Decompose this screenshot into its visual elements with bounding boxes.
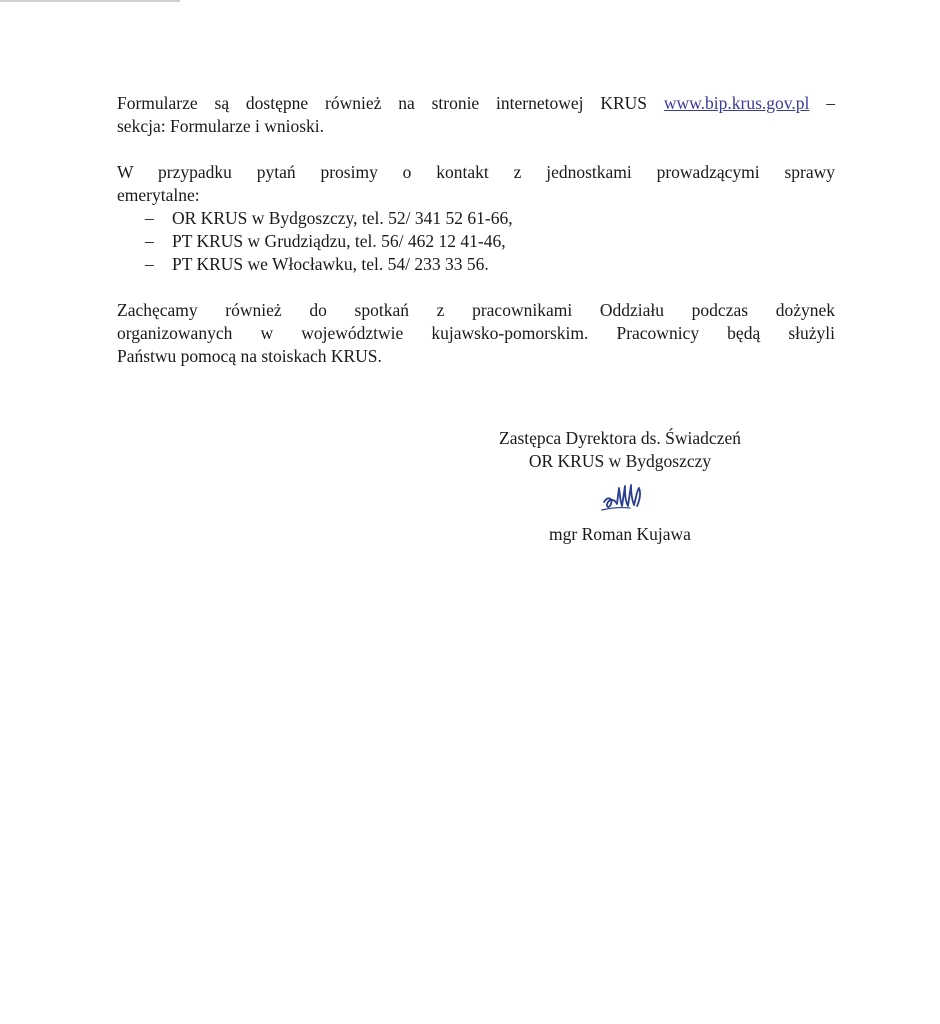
- forms-dash: –: [809, 93, 836, 113]
- contact-list: [117, 207, 835, 276]
- contact-item-text: OR KRUS w Bydgoszczy, tel. 52/ 341 52 61-66,: [172, 208, 513, 228]
- signatory-title: [440, 427, 800, 473]
- contact-item-text: PT KRUS w Grudziądzu, tel. 56/ 462 12 41-46,: [172, 231, 506, 251]
- list-item: [117, 230, 835, 253]
- list-item: [117, 207, 835, 230]
- list-dash: –: [145, 208, 154, 228]
- contact-paragraph: [117, 161, 835, 207]
- invitation-paragraph: [117, 299, 835, 368]
- contact-line-1: W przypadku pytań prosimy o kontakt z jednostkami prowadzącymi sprawy: [117, 162, 835, 182]
- invitation-line-2: organizowanych w województwie kujawsko-pomorskim. Pracownicy będą służyli: [117, 323, 835, 343]
- forms-line-2: sekcja: Formularze i wnioski.: [117, 116, 325, 136]
- handwritten-signature-icon: [600, 480, 646, 516]
- list-item: [117, 253, 835, 276]
- signatory-position: Zastępca Dyrektora ds. Świadczeń: [499, 428, 741, 448]
- scan-edge-mark: [0, 0, 180, 2]
- invitation-line-3: Państwu pomocą na stoiskach KRUS.: [117, 346, 382, 366]
- list-dash: –: [145, 254, 154, 274]
- signer-name: mgr Roman Kujawa: [549, 524, 691, 544]
- forms-paragraph: [117, 92, 835, 138]
- contact-line-2: emerytalne:: [117, 185, 200, 205]
- invitation-line-1: Zachęcamy również do spotkań z pracownikami Oddziału podczas dożynek: [117, 300, 835, 320]
- signatory-office: OR KRUS w Bydgoszczy: [528, 451, 712, 471]
- list-dash: –: [145, 231, 154, 251]
- letter-body: [117, 92, 835, 391]
- forms-line-1: [117, 92, 835, 115]
- contact-item-text: PT KRUS we Włocławku, tel. 54/ 233 33 56.: [172, 254, 489, 274]
- forms-text: Formularze są dostępne również na stronie internetowej KRUS: [117, 93, 648, 113]
- krus-website-link[interactable]: www.bip.krus.gov.pl: [663, 93, 810, 113]
